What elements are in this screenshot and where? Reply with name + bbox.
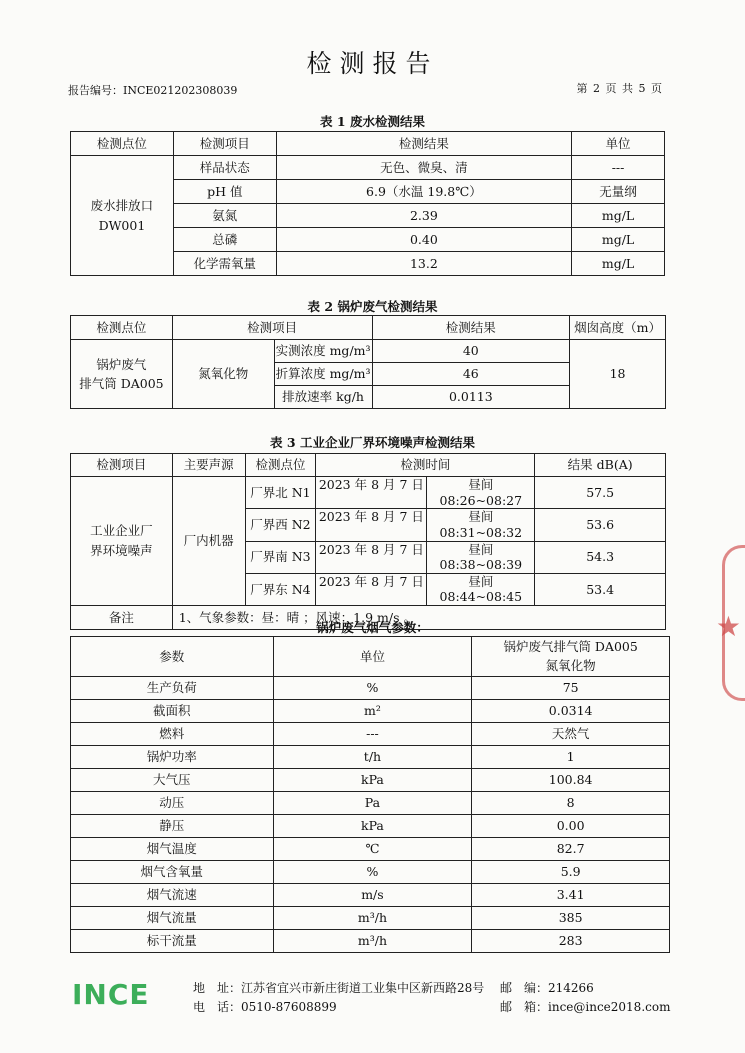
table1-header: 检测项目	[173, 132, 276, 156]
table2-header: 烟囱高度（m）	[570, 316, 666, 340]
table-cell: 54.3	[535, 541, 666, 573]
table-cell: 天然气	[472, 723, 670, 746]
table-row	[71, 792, 670, 815]
footer-phone: 电 话：0510-87608899	[193, 1000, 337, 1014]
table-cell: mg/L	[572, 204, 665, 228]
table-cell: 57.5	[535, 477, 666, 509]
table1-header: 检测结果	[276, 132, 571, 156]
table-cell: m³/h	[273, 930, 472, 953]
table-row	[71, 769, 670, 792]
table-cell: 生产负荷	[71, 677, 274, 700]
table-cell: 2.39	[276, 204, 571, 228]
noise-time: 昼间 08:26~08:27	[439, 477, 523, 508]
table2-location	[71, 340, 173, 409]
table-cell: 排放速率 kg/h	[274, 386, 372, 409]
table-cell: mg/L	[572, 252, 665, 276]
noise-date: 2023 年 8 月 7 日	[316, 574, 427, 605]
table3-header: 检测项目	[71, 454, 173, 477]
location-line: 排气筒 DA005	[79, 375, 164, 391]
noise-date: 2023 年 8 月 7 日	[316, 477, 427, 508]
remark-text: 1、气象参数：昼：晴 ；风速：1.9 m/s 。	[172, 606, 665, 630]
location-name: 废水排放口	[90, 197, 154, 213]
star-icon: ★	[715, 610, 741, 643]
table-cell: 烟气温度	[71, 838, 274, 861]
table-cell: 厂界南 N3	[245, 541, 316, 573]
table-cell: ---	[572, 156, 665, 180]
table-row	[71, 907, 670, 930]
table-row	[71, 700, 670, 723]
table-row	[71, 838, 670, 861]
table-cell: 100.84	[472, 769, 670, 792]
table-cell: kPa	[273, 769, 472, 792]
table-cell: t/h	[273, 746, 472, 769]
location-line: 锅炉废气	[96, 356, 147, 372]
table3-header: 检测时间	[316, 454, 535, 477]
table-cell: 53.6	[535, 509, 666, 541]
table-cell: 0.40	[276, 228, 571, 252]
table-cell	[316, 509, 535, 541]
table-row	[71, 156, 665, 180]
company-logo	[72, 978, 150, 1011]
table3-source: 厂内机器	[172, 477, 245, 606]
table2-header: 检测项目	[172, 316, 372, 340]
table-row	[71, 723, 670, 746]
table-cell: 53.4	[535, 573, 666, 605]
table-cell: 总磷	[173, 228, 276, 252]
table4-caption: 锅炉废气烟气参数：	[316, 620, 429, 635]
table4-header	[472, 637, 670, 677]
table-cell: 75	[472, 677, 670, 700]
table-cell: 烟气含氧量	[71, 861, 274, 884]
table-cell: 烟气流量	[71, 907, 274, 930]
table-cell: 无色、微臭、清	[276, 156, 571, 180]
table1	[70, 131, 665, 276]
table-cell: 0.0314	[472, 700, 670, 723]
table2-header: 检测结果	[372, 316, 570, 340]
table-cell: 样品状态	[173, 156, 276, 180]
table-row	[71, 746, 670, 769]
noise-time: 昼间 08:38~08:39	[439, 541, 523, 573]
table-cell: %	[273, 677, 472, 700]
table-cell: 大气压	[71, 769, 274, 792]
table-cell: 锅炉功率	[71, 746, 274, 769]
table-cell: mg/L	[572, 228, 665, 252]
table-cell: kPa	[273, 815, 472, 838]
table-cell: 3.41	[472, 884, 670, 907]
table-cell: 82.7	[472, 838, 670, 861]
table2-height: 18	[570, 340, 666, 409]
footer-address: 地 址：江苏省宜兴市新庄街道工业集中区新西路28号	[193, 981, 485, 995]
table4-header-row	[71, 637, 670, 677]
table2-header: 检测点位	[71, 316, 173, 340]
table-cell: Pa	[273, 792, 472, 815]
table3-header: 主要声源	[172, 454, 245, 477]
remark-label: 备注	[71, 606, 173, 630]
logo-text: INCE	[72, 978, 150, 1011]
page-info: 第 2 页 共 5 页	[576, 82, 663, 95]
table-row	[71, 861, 670, 884]
table-cell: 0.0113	[372, 386, 570, 409]
table-cell: 0.00	[472, 815, 670, 838]
table-row	[71, 340, 666, 363]
table-cell: 8	[472, 792, 670, 815]
table-row	[71, 815, 670, 838]
table-cell: 燃料	[71, 723, 274, 746]
item-line: 工业企业厂	[90, 523, 153, 539]
table2-caption: 表 2 锅炉废气检测结果	[307, 299, 438, 314]
header-line: 氮氧化物	[545, 658, 596, 673]
table-cell: 283	[472, 930, 670, 953]
table4	[70, 636, 670, 953]
table-row	[71, 884, 670, 907]
table3-header: 结果 dB(A)	[535, 454, 666, 477]
table1-header: 单位	[572, 132, 665, 156]
table-cell: 5.9	[472, 861, 670, 884]
table-cell	[316, 477, 535, 509]
item-line: 界环境噪声	[90, 543, 153, 558]
table-cell: ℃	[273, 838, 472, 861]
table-row	[71, 930, 670, 953]
table-cell: 46	[372, 363, 570, 386]
table1-header: 检测点位	[71, 132, 174, 156]
table2	[70, 315, 666, 409]
noise-date: 2023 年 8 月 7 日	[316, 542, 427, 573]
table-cell: 静压	[71, 815, 274, 838]
table-cell: ---	[273, 723, 472, 746]
table-cell: 40	[372, 340, 570, 363]
table-cell: 1	[472, 746, 670, 769]
table-cell: %	[273, 861, 472, 884]
table-cell: 实测浓度 mg/m³	[274, 340, 372, 363]
location-code: DW001	[98, 217, 146, 233]
table-cell: 厂界北 N1	[245, 477, 316, 509]
table2-header-row	[71, 316, 666, 340]
table3-item	[71, 477, 173, 606]
table4-header: 单位	[273, 637, 472, 677]
table-cell: 厂界西 N2	[245, 509, 316, 541]
table-cell: 截面积	[71, 700, 274, 723]
table-cell: 6.9（水温 19.8℃）	[276, 180, 571, 204]
table-cell: 化学需氧量	[173, 252, 276, 276]
report-number: 报告编号：INCE021202308039	[68, 84, 238, 97]
table-cell: 无量纲	[572, 180, 665, 204]
table1-caption: 表 1 废水检测结果	[320, 114, 425, 129]
table3-header: 检测点位	[245, 454, 316, 477]
table-row	[71, 677, 670, 700]
table3-header-row	[71, 454, 666, 477]
table2-pollutant: 氮氧化物	[172, 340, 274, 409]
noise-time: 昼间 08:44~08:45	[439, 573, 523, 605]
table-cell: m²	[273, 700, 472, 723]
table-cell: 标干流量	[71, 930, 274, 953]
table-cell: m³/h	[273, 907, 472, 930]
table-cell: 厂界东 N4	[245, 573, 316, 605]
table4-header: 参数	[71, 637, 274, 677]
table3	[70, 453, 666, 630]
table-cell	[316, 573, 535, 605]
table-cell: 动压	[71, 792, 274, 815]
table1-header-row	[71, 132, 665, 156]
table-cell: 氨氮	[173, 204, 276, 228]
page-title: 检测报告	[306, 49, 439, 78]
table-cell: pH 值	[173, 180, 276, 204]
noise-time: 昼间 08:31~08:32	[439, 509, 523, 540]
noise-date: 2023 年 8 月 7 日	[316, 509, 427, 540]
table1-location	[71, 156, 174, 276]
table-cell: 13.2	[276, 252, 571, 276]
footer-email: 邮 箱：ince@ince2018.com	[500, 1000, 671, 1014]
table-cell: 385	[472, 907, 670, 930]
table-cell: m/s	[273, 884, 472, 907]
table-cell	[316, 541, 535, 573]
header-line: 锅炉废气排气筒 DA005	[503, 639, 638, 655]
table-cell: 烟气流速	[71, 884, 274, 907]
footer-postcode: 邮 编：214266	[500, 981, 594, 995]
table-row	[71, 477, 666, 509]
table-cell: 折算浓度 mg/m³	[274, 363, 372, 386]
table3-caption: 表 3 工业企业厂界环境噪声检测结果	[270, 435, 475, 450]
